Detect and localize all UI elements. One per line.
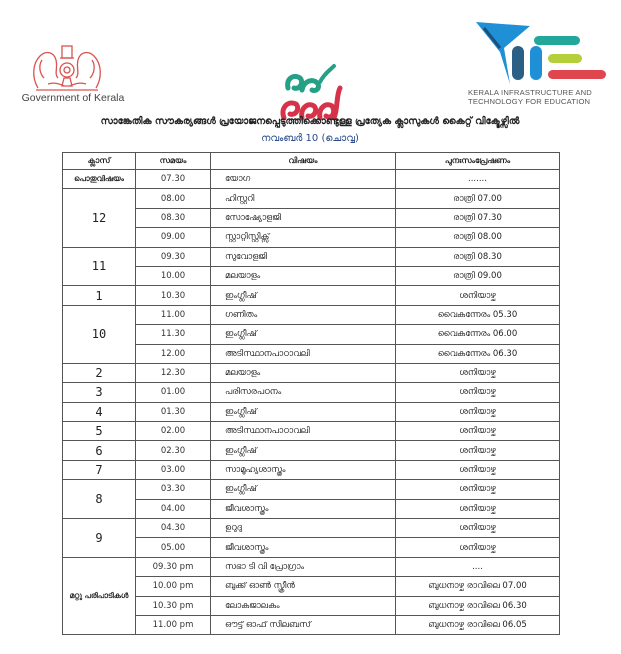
subject-cell: ഇംഗ്ലീഷ് [211, 402, 396, 421]
time-cell: 09.30 [136, 247, 211, 266]
rebroadcast-cell: ശനിയാഴ്ച [396, 402, 560, 421]
class-cell: 4 [63, 402, 136, 421]
time-cell: 11.00 [136, 305, 211, 324]
subject-cell: സഭാ ടി വി പ്രോഗ്രാം [211, 557, 396, 576]
table-row [63, 305, 560, 324]
table-row [63, 325, 560, 344]
subject-cell: മലയാളം [211, 266, 396, 285]
subject-cell: ഇംഗ്ലീഷ് [211, 286, 396, 305]
rebroadcast-cell: രാത്രി 07.00 [396, 189, 560, 208]
table-row [63, 460, 560, 479]
class-cell: 6 [63, 441, 136, 460]
class-cell: 1 [63, 286, 136, 305]
subject-cell: ഇംഗ്ലീഷ് [211, 480, 396, 499]
rebroadcast-cell: ശനിയാഴ്ച [396, 422, 560, 441]
rebroadcast-cell: ശനിയാഴ്ച [396, 519, 560, 538]
table-row [63, 170, 560, 189]
time-cell: 02.00 [136, 422, 211, 441]
table-row [63, 363, 560, 382]
rebroadcast-cell: ശനിയാഴ്ച [396, 383, 560, 402]
rebroadcast-cell: ബുധനാഴ്ച രാവിലെ 06.30 [396, 596, 560, 615]
subject-cell: സോഷ്യോളജി [211, 208, 396, 227]
table-row [63, 538, 560, 557]
time-cell: 04.00 [136, 499, 211, 518]
rebroadcast-cell: ശനിയാഴ്ച [396, 460, 560, 479]
time-cell: 10.30 [136, 286, 211, 305]
subject-cell: ഗണിതം [211, 305, 396, 324]
subject-cell: മലയാളം [211, 363, 396, 382]
rebroadcast-cell: ബുധനാഴ്ച രാവിലെ 06.05 [396, 615, 560, 634]
kite-logo [470, 18, 610, 86]
rebroadcast-cell: രാത്രി 08.00 [396, 228, 560, 247]
schedule-date: നവംബർ 10 (ചൊവ്വ) [261, 133, 359, 144]
class-cell: മറ്റു പരിപാടികൾ [63, 557, 136, 635]
subject-cell: സ്റ്റാറ്റിസ്റ്റിക്സ് [211, 228, 396, 247]
column-header-time: സമയം [136, 153, 211, 170]
time-cell: 02.30 [136, 441, 211, 460]
table-row [63, 189, 560, 208]
table-row [63, 557, 560, 576]
rebroadcast-cell: ശനിയാഴ്ച [396, 286, 560, 305]
time-cell: 12.00 [136, 344, 211, 363]
time-cell: 10.30 pm [136, 596, 211, 615]
class-cell: 5 [63, 422, 136, 441]
kite-name-line1: KERALA INFRASTRUCTURE AND [468, 88, 592, 97]
class-cell: 9 [63, 519, 136, 558]
class-cell: 12 [63, 189, 136, 247]
class-cell: 2 [63, 363, 136, 382]
rebroadcast-cell: ശനിയാഴ്ച [396, 480, 560, 499]
subject-cell: ജീവശാസ്ത്രം [211, 499, 396, 518]
time-cell: 12.30 [136, 363, 211, 382]
rebroadcast-cell: ....... [396, 170, 560, 189]
time-cell: 07.30 [136, 170, 211, 189]
rebroadcast-cell: വൈകന്നേരം 06.30 [396, 344, 560, 363]
subject-cell: അടിസ്ഥാനപാഠാവലി [211, 344, 396, 363]
table-row [63, 266, 560, 285]
time-cell: 08.30 [136, 208, 211, 227]
time-cell: 11.00 pm [136, 615, 211, 634]
column-header-class: ക്ലാസ് [63, 153, 136, 170]
time-cell: 04.30 [136, 519, 211, 538]
column-header-rebroadcast: പുനഃസംപ്രേഷണം [396, 153, 560, 170]
time-cell: 03.30 [136, 480, 211, 499]
rebroadcast-cell: രാത്രി 09.00 [396, 266, 560, 285]
subject-cell: ഹിസ്റ്ററി [211, 189, 396, 208]
time-cell: 09.00 [136, 228, 211, 247]
rebroadcast-cell: വൈകന്നേരം 06.00 [396, 325, 560, 344]
page-subtitle: സാങ്കേതിക സൗകര്യങ്ങൾ പ്രയോജനപ്പെടുത്തിക്കൊണ്ടുള്ള പ്രത്യേക ക്ലാസുകൾ കൈറ്റ് വിക്ടേഴ്സിൽ [100, 116, 520, 127]
table-row [63, 228, 560, 247]
class-cell: 11 [63, 247, 136, 286]
rebroadcast-cell: ശനിയാഴ്ച [396, 538, 560, 557]
table-row [63, 422, 560, 441]
rebroadcast-cell: ശനിയാഴ്ച [396, 441, 560, 460]
subject-cell: ഇംഗ്ലീഷ് [211, 441, 396, 460]
subject-cell: ബുക്ക് ഓൺ സ്ക്രീൻ [211, 577, 396, 596]
table-row [63, 441, 560, 460]
subject-cell: ലോകജാലകം [211, 596, 396, 615]
rebroadcast-cell: രാത്രി 07.30 [396, 208, 560, 227]
class-cell: 3 [63, 383, 136, 402]
rebroadcast-cell: .... [396, 557, 560, 576]
table-row [63, 208, 560, 227]
table-row [63, 499, 560, 518]
subject-cell: സാമൂഹ്യശാസ്ത്രം [211, 460, 396, 479]
subject-cell: ഇംഗ്ലീഷ് [211, 325, 396, 344]
kite-full-name [468, 88, 618, 106]
time-cell: 09.30 pm [136, 557, 211, 576]
rebroadcast-cell: ശനിയാഴ്ച [396, 363, 560, 382]
time-cell: 05.00 [136, 538, 211, 557]
time-cell: 11.30 [136, 325, 211, 344]
subject-cell: ഔട്ട് ഓഫ് സിലബസ് [211, 615, 396, 634]
table-row [63, 480, 560, 499]
schedule-table [62, 152, 560, 635]
kite-name-line2: TECHNOLOGY FOR EDUCATION [468, 97, 591, 106]
time-cell: 03.00 [136, 460, 211, 479]
government-of-kerala-label: Government of Kerala [21, 92, 125, 104]
subject-cell: സുവോളജി [211, 247, 396, 266]
class-cell: 10 [63, 305, 136, 363]
table-row [63, 596, 560, 615]
subject-cell: അടിസ്ഥാനപാഠാവലി [211, 422, 396, 441]
time-cell: 08.00 [136, 189, 211, 208]
rebroadcast-cell: ശനിയാഴ്ച [396, 499, 560, 518]
time-cell: 10.00 [136, 266, 211, 285]
time-cell: 01.00 [136, 383, 211, 402]
class-cell: പൊതുവിഷയം [63, 170, 136, 189]
table-row [63, 344, 560, 363]
table-header-row [63, 153, 560, 170]
table-row [63, 402, 560, 421]
subject-cell: ജീവശാസ്ത്രം [211, 538, 396, 557]
table-row [63, 383, 560, 402]
subject-cell: പരിസരപഠനം [211, 383, 396, 402]
subject-cell: ഉറുദു [211, 519, 396, 538]
time-cell: 01.30 [136, 402, 211, 421]
column-header-subject: വിഷയം [211, 153, 396, 170]
rebroadcast-cell: വൈകന്നേരം 05.30 [396, 305, 560, 324]
table-row [63, 615, 560, 634]
table-row [63, 519, 560, 538]
table-row [63, 286, 560, 305]
table-row [63, 247, 560, 266]
subject-cell: യോഗ [211, 170, 396, 189]
time-cell: 10.00 pm [136, 577, 211, 596]
class-cell: 8 [63, 480, 136, 519]
rebroadcast-cell: ബുധനാഴ്ച രാവിലെ 07.00 [396, 577, 560, 596]
table-row [63, 577, 560, 596]
kerala-emblem-logo [28, 38, 106, 94]
class-cell: 7 [63, 460, 136, 479]
rebroadcast-cell: രാത്രി 08.30 [396, 247, 560, 266]
